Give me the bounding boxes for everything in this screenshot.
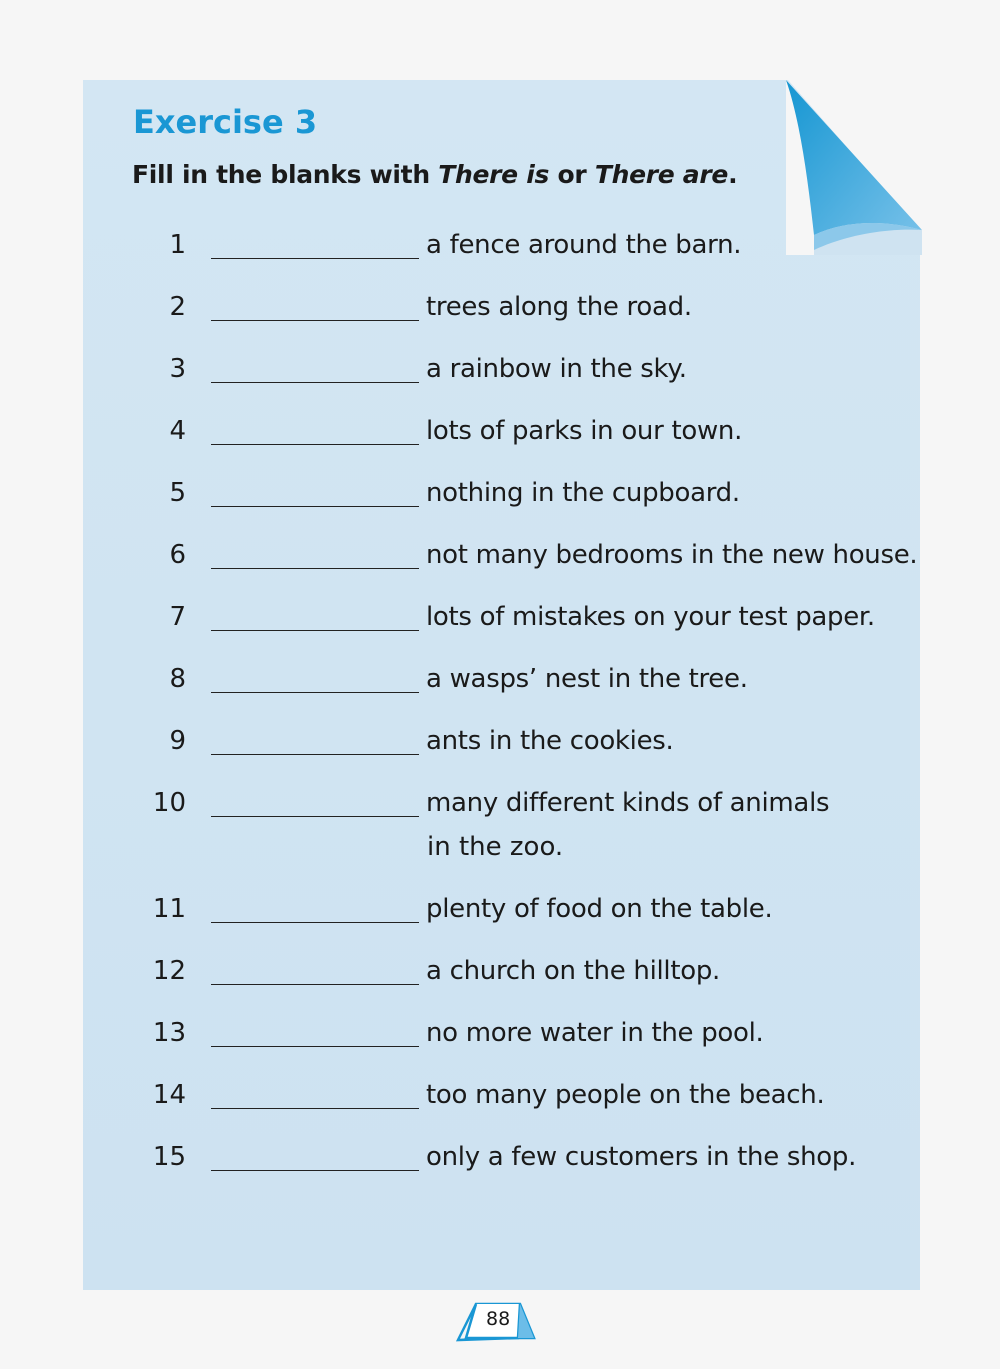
instructions: Fill in the blanks with There is or There are. (132, 160, 738, 189)
item-text: trees along the road. (426, 292, 692, 322)
exercise-item (0, 292, 1000, 332)
item-number: 15 (152, 1142, 186, 1172)
page-number-badge (456, 1298, 536, 1344)
exercise-item (0, 540, 1000, 580)
item-number: 12 (152, 956, 186, 986)
item-text: a wasps’ nest in the tree. (426, 664, 748, 694)
exercise-item (0, 894, 1000, 934)
answer-blank[interactable] (211, 816, 419, 817)
item-text: a fence around the barn. (426, 230, 742, 260)
item-text: a rainbow in the sky. (426, 354, 687, 384)
item-number: 1 (169, 230, 186, 260)
item-text: no more water in the pool. (426, 1018, 764, 1048)
item-number: 9 (169, 726, 186, 756)
item-text: lots of mistakes on your test paper. (426, 602, 875, 632)
answer-blank[interactable] (211, 630, 419, 631)
item-number: 5 (169, 478, 186, 508)
item-text: too many people on the beach. (426, 1080, 825, 1110)
item-number: 11 (152, 894, 186, 924)
answer-blank[interactable] (211, 320, 419, 321)
answer-blank[interactable] (211, 692, 419, 693)
page-curl-icon (786, 80, 922, 255)
item-number: 4 (169, 416, 186, 446)
item-number: 3 (169, 354, 186, 384)
exercise-item (0, 230, 1000, 270)
exercise-item (0, 602, 1000, 642)
exercise-item (0, 416, 1000, 456)
item-text: nothing in the cupboard. (426, 478, 740, 508)
answer-blank[interactable] (211, 382, 419, 383)
answer-blank[interactable] (211, 444, 419, 445)
item-number: 7 (169, 602, 186, 632)
exercise-item (0, 478, 1000, 518)
exercise-item (0, 664, 1000, 704)
item-number: 14 (152, 1080, 186, 1110)
item-text: lots of parks in our town. (426, 416, 743, 446)
answer-blank[interactable] (211, 1108, 419, 1109)
exercise-item (0, 1018, 1000, 1058)
item-text: only a few customers in the shop. (426, 1142, 857, 1172)
item-text: not many bedrooms in the new house. (426, 540, 918, 570)
item-text: a church on the hilltop. (426, 956, 721, 986)
exercise-item (0, 1080, 1000, 1120)
item-number: 2 (169, 292, 186, 322)
exercise-title: Exercise 3 (133, 103, 318, 141)
answer-blank[interactable] (211, 754, 419, 755)
exercise-item (0, 788, 1000, 862)
item-text: many different kinds of animals (426, 788, 830, 818)
item-text-continued: in the zoo. (427, 832, 564, 862)
answer-blank[interactable] (211, 258, 419, 259)
item-text: ants in the cookies. (426, 726, 674, 756)
exercise-item (0, 1142, 1000, 1182)
answer-blank[interactable] (211, 506, 419, 507)
item-number: 13 (152, 1018, 186, 1048)
answer-blank[interactable] (211, 922, 419, 923)
item-number: 8 (169, 664, 186, 694)
item-number: 6 (169, 540, 186, 570)
exercise-item (0, 726, 1000, 766)
answer-blank[interactable] (211, 568, 419, 569)
exercise-item (0, 956, 1000, 996)
item-number: 10 (152, 788, 186, 818)
answer-blank[interactable] (211, 984, 419, 985)
answer-blank[interactable] (211, 1046, 419, 1047)
page-number: 88 (486, 1308, 511, 1330)
item-text: plenty of food on the table. (426, 894, 773, 924)
exercise-item (0, 354, 1000, 394)
answer-blank[interactable] (211, 1170, 419, 1171)
